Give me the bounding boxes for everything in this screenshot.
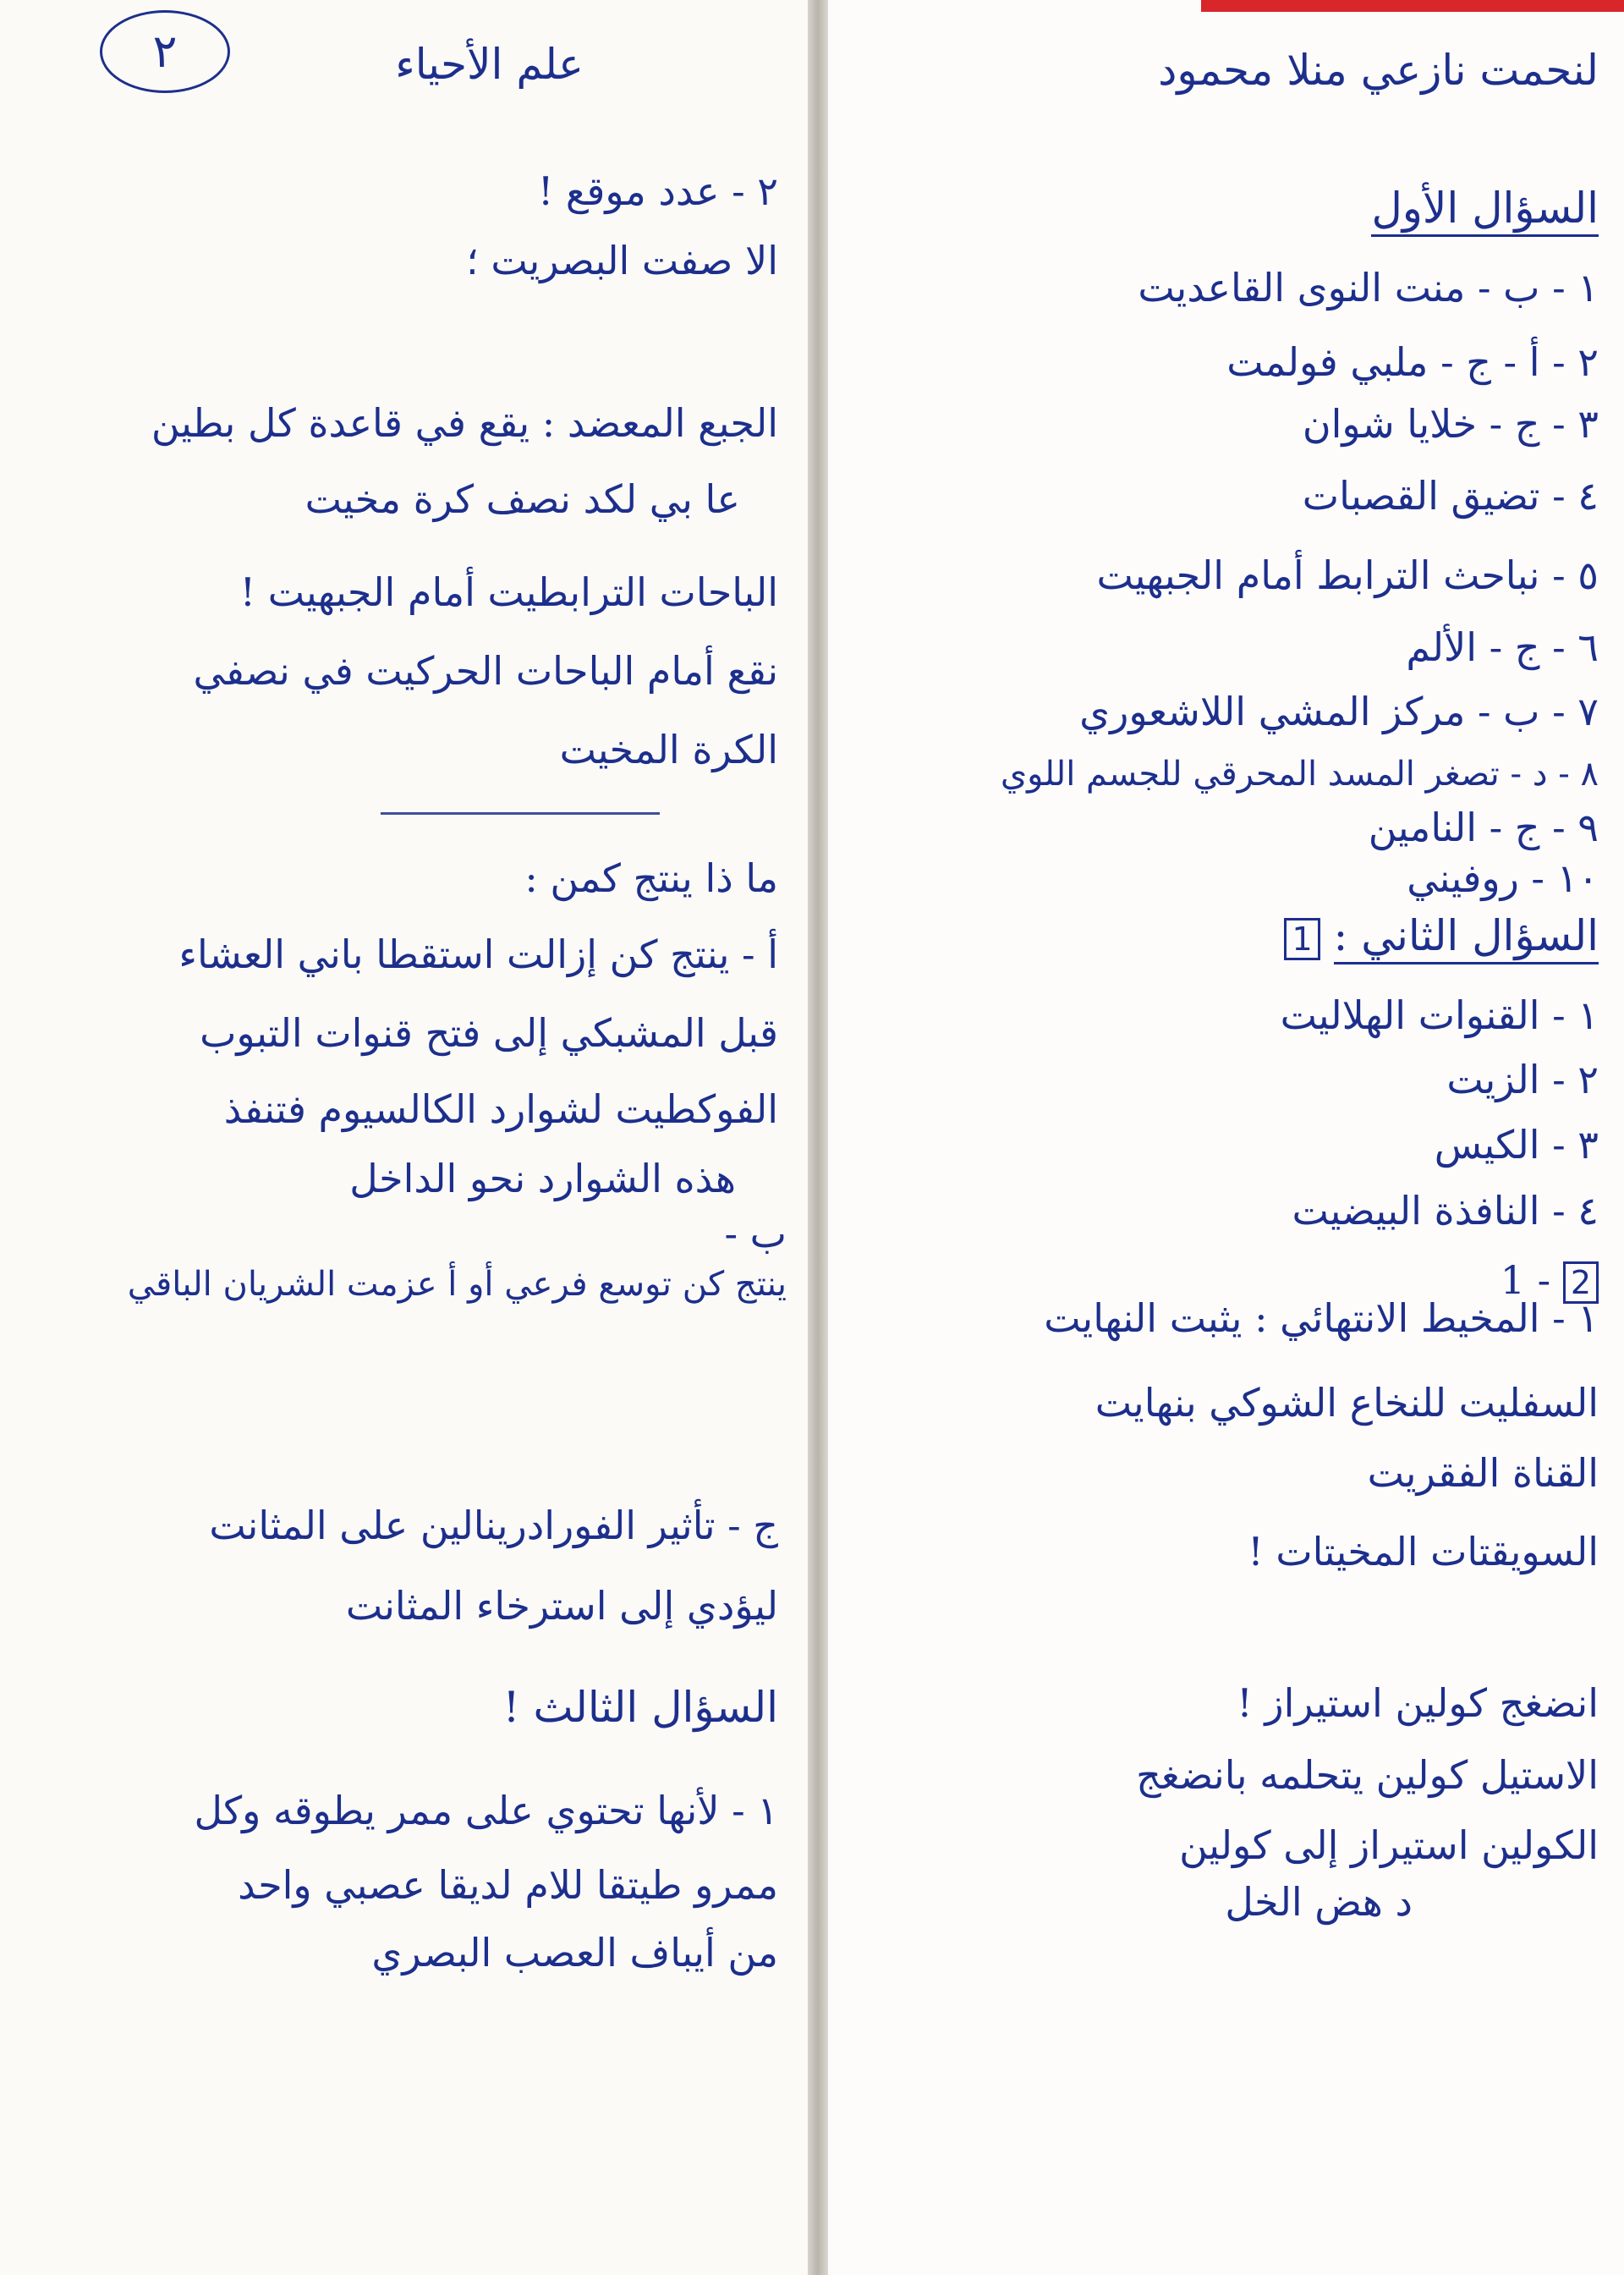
page-number-circle: ٢ (100, 10, 230, 93)
q2-heading (1284, 912, 1599, 960)
left-line-11: الفوكطيت لشوارد الكالسيوم فتنفذ (223, 1086, 778, 1132)
q2-part2-line-6: الاستيل كولين يتحلمه بانضغج (1136, 1752, 1599, 1798)
left-line-6: نقع أمام الباحات الحركيت في نصفي (193, 648, 778, 694)
q2-answer-1: ١ - القنوات الهلاليت (1280, 992, 1599, 1038)
left-line-15: ج - تأثير الفورادرينالين على المثانت (209, 1503, 778, 1548)
q2-part2-prefix: - 1 (1500, 1257, 1551, 1303)
q2-part2-line-8: د هض الخل (1225, 1879, 1413, 1925)
left-line-13: ب - (724, 1211, 787, 1256)
q2-part2-line-1: ١ - المخيط الانتهائي : يثبت النهايت (1044, 1295, 1599, 1341)
q2-heading-text: السؤال الثاني : (1334, 911, 1599, 964)
q2-answer-2: ٢ - الزيت (1446, 1057, 1599, 1102)
q1-answer-9: ٩ - ج - النامين (1368, 805, 1599, 850)
page-fold (808, 0, 828, 2275)
left-line-5: الباحات الترابطيت أمام الجبهيت ! (239, 569, 778, 615)
left-line-19: ممرو طيتقا للام لديقا عصبي واحد (238, 1862, 778, 1908)
red-edge-strip (1201, 0, 1624, 12)
subject-title: علم الأحياء (395, 40, 584, 89)
left-line-14: ينتج كن توسع فرعي أو أ عزمت الشريان الباقي (127, 1265, 787, 1304)
left-line-10: قبل المشبكي إلى فتح قنوات التبوب (200, 1010, 778, 1056)
q1-answer-7: ٧ - ب - مركز المشي اللاشعوري (1079, 689, 1599, 734)
left-line-1: ٢ - عدد موقع ! (537, 168, 778, 214)
left-line-2: الا صفت البصريت ؛ (466, 238, 778, 283)
q2-part2-line-7: الكولين استيراز إلى كولين (1179, 1822, 1599, 1868)
left-line-3: الجبع المعضد : يقع في قاعدة كل بطين (151, 400, 778, 446)
left-line-16: ليؤدي إلى استرخاء المثانت (345, 1583, 778, 1629)
q2-part2-line-5: انضغج كولين استيراز ! (1237, 1680, 1599, 1726)
left-line-17: السؤال الثالث ! (502, 1683, 778, 1732)
student-name: لنحمت نازعي منلا محمود (1158, 46, 1599, 95)
q1-heading-text: السؤال الأول (1371, 184, 1599, 237)
q1-answer-5: ٥ - نباحث الترابط أمام الجبهيت (1096, 552, 1599, 598)
q1-answer-4: ٤ - تضيق القصبات (1302, 473, 1599, 519)
q2-marker-box: 1 (1284, 918, 1320, 960)
q2-part2-line-4: السويقتات المخيتات ! (1248, 1529, 1599, 1574)
q1-answer-1: ١ - ب - منت النوى القاعديت (1138, 265, 1599, 310)
q2-answer-4: ٤ - النافذة البيضيت (1292, 1188, 1599, 1234)
left-line-8: ما ذا ينتج كمن : (524, 855, 778, 901)
left-line-7: الكرة المخيت (559, 727, 778, 772)
left-line-18: ١ - لأنها تحتوي على ممر يطوقه وكل (194, 1788, 778, 1833)
q2-answer-3: ٣ - الكيس (1434, 1122, 1599, 1168)
left-line-9: أ - ينتج كن إزالت استقطا باني العشاء (178, 931, 778, 977)
q1-heading (1371, 184, 1599, 232)
q1-answer-3: ٣ - ج - خلايا شوان (1302, 401, 1599, 447)
q1-answer-8: ٨ - د - تصغر المسد المحرقي للجسم اللوي (1000, 755, 1599, 794)
left-line-20: من أيباف العصب البصري (371, 1930, 778, 1976)
left-line-12: هذه الشوارد نحو الداخل (349, 1156, 736, 1201)
q1-answer-2: ٢ - أ - ج - ملبي فولمت (1226, 339, 1599, 385)
left-line-4: عا بي لكد نصف كرة مخيت (304, 476, 740, 522)
q2-part2-line-2: السفليت للنخاع الشوكي بنهايت (1095, 1380, 1599, 1426)
q1-answer-10: ١٠ - روفيني (1407, 855, 1599, 901)
q2-part2-line-3: القناة الفقريت (1367, 1450, 1599, 1496)
q1-answer-6: ٦ - ج - الألم (1406, 624, 1599, 670)
q2-part2-marker-box: 2 (1563, 1261, 1599, 1304)
separator-line (381, 812, 660, 815)
